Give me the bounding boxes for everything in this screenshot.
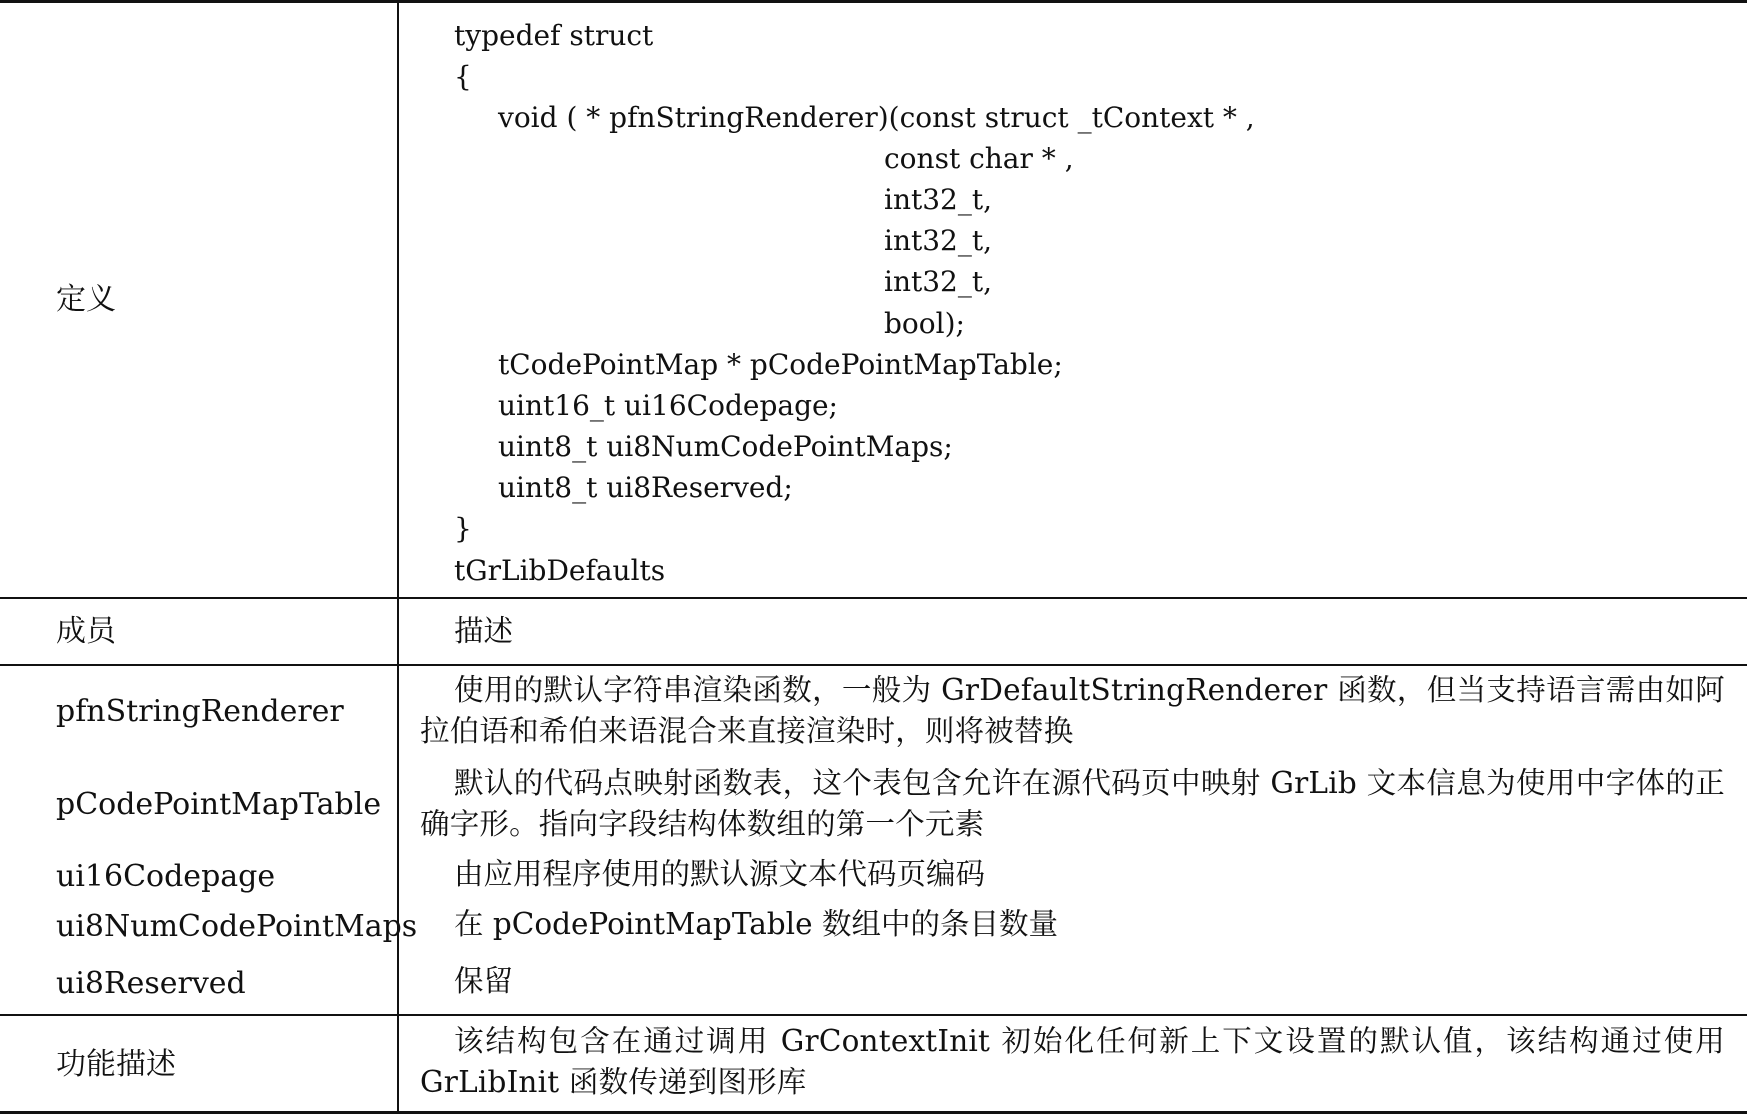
code-line: typedef struct xyxy=(454,19,654,52)
code-line: uint8_t ui8Reserved; xyxy=(498,471,793,504)
code-line: } xyxy=(454,512,472,545)
code-line: uint8_t ui8NumCodePointMaps; xyxy=(498,430,953,463)
code-line: int32_t, xyxy=(884,265,993,298)
member-name: ui16Codepage xyxy=(56,859,276,894)
code-line: tCodePointMap * pCodePointMapTable; xyxy=(498,348,1063,381)
code-line: uint16_t ui16Codepage; xyxy=(498,389,838,422)
column-divider xyxy=(397,0,399,1114)
header-bottom-rule xyxy=(0,664,1747,666)
code-line: const char * , xyxy=(884,142,1074,175)
description-column-header: 描述 xyxy=(454,614,514,648)
table-bottom-rule xyxy=(0,1111,1747,1114)
member-name: pfnStringRenderer xyxy=(56,694,344,729)
function-description-text: 该结构包含在通过调用 GrContextInit 初始化任何新上下文设置的默认值，该结构通过使用 GrLibInit 函数传递到图形库 xyxy=(420,1024,1725,1099)
member-name: ui8Reserved xyxy=(56,966,246,1001)
members-bottom-rule xyxy=(0,1014,1747,1016)
code-line: int32_t, xyxy=(884,224,993,257)
definition-label: 定义 xyxy=(56,282,116,317)
code-line: tGrLibDefaults xyxy=(454,554,666,587)
code-line: { xyxy=(454,60,472,93)
member-description: 在 pCodePointMapTable 数组中的条目数量 xyxy=(454,907,1058,941)
member-name: ui8NumCodePointMaps xyxy=(56,909,418,944)
definition-bottom-rule xyxy=(0,597,1747,599)
code-line: bool); xyxy=(884,307,965,340)
member-name: pCodePointMapTable xyxy=(56,787,382,822)
member-column-header: 成员 xyxy=(56,614,116,649)
function-description-label: 功能描述 xyxy=(56,1047,176,1082)
table-top-rule xyxy=(0,0,1747,3)
code-line: int32_t, xyxy=(884,183,993,216)
member-description: 保留 xyxy=(454,964,514,998)
member-description: 由应用程序使用的默认源文本代码页编码 xyxy=(454,857,986,891)
member-description: 使用的默认字符串渲染函数，一般为 GrDefaultStringRenderer 函数，但当支持语言需由如阿拉伯语和希伯来语混合来直接渲染时，则将被替换 xyxy=(420,673,1725,748)
code-line: void ( * pfnStringRenderer)(const struct _tContext * , xyxy=(498,101,1255,134)
member-description: 默认的代码点映射函数表，这个表包含允许在源代码页中映射 GrLib 文本信息为使用中字体的正确字形。指向字段结构体数组的第一个元素 xyxy=(420,766,1725,841)
